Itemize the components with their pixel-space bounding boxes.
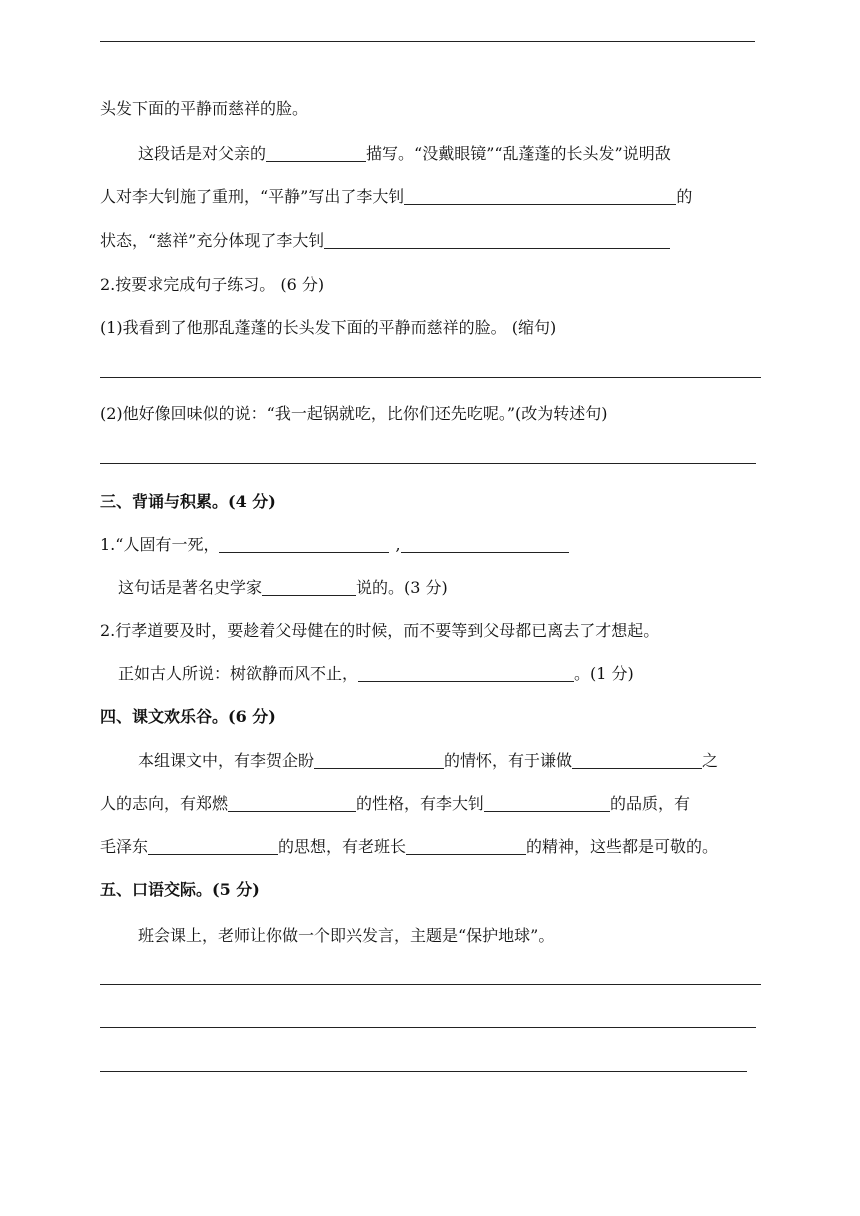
sec3-q2-proverb xyxy=(118,663,634,685)
sec4-line-3 xyxy=(100,836,718,858)
sec4-blank-squad-leader[interactable] xyxy=(406,838,526,855)
sec4-blank-li-dazhao[interactable] xyxy=(484,795,610,812)
q2-title-text: 2.按要求完成句子练习。 (6 分) xyxy=(100,275,325,294)
sec3-q1-blank-1[interactable] xyxy=(219,536,389,553)
q1-text-a: 这段话是对父亲的 xyxy=(138,144,267,163)
sec4-text-3c: 的精神，这些都是可敬的。 xyxy=(526,837,719,856)
sec5-prompt-text: 班会课上，老师让你做一个即兴发言，主题是“保护地球”。 xyxy=(138,926,555,945)
section-4-title-text: 四、课文欢乐谷。(6 分) xyxy=(100,707,276,726)
sec4-blank-mao-zedong[interactable] xyxy=(148,838,278,855)
sec3-q1-historian xyxy=(118,577,448,599)
q2-sub2-text: (2)他好像回味似的说：“我一起锅就吃，比你们还先吃呢。”(改为转述句) xyxy=(100,404,608,423)
section-5-title-text: 五、口语交际。(5 分) xyxy=(100,880,260,899)
q2-sub2 xyxy=(100,403,608,425)
sec5-prompt xyxy=(138,925,554,947)
sec3-q1-blank-historian[interactable] xyxy=(262,579,356,596)
q2-sub1 xyxy=(100,317,556,339)
header-rule xyxy=(100,41,755,42)
sec3-q1 xyxy=(100,534,569,556)
sec4-text-2c: 的品质，有 xyxy=(610,794,691,813)
sec4-line-2 xyxy=(100,793,690,815)
sec4-text-2b: 的性格，有李大钊 xyxy=(356,794,485,813)
q1-text-e: 状态，“慈祥”充分体现了李大钊 xyxy=(100,231,325,250)
sec4-text-2a: 人的志向，有郑燃 xyxy=(100,794,229,813)
speech-answer-line-2[interactable] xyxy=(100,1027,756,1028)
sec3-q1-historian-text: 这句话是著名史学家 xyxy=(118,578,263,597)
sec4-text-3b: 的思想，有老班长 xyxy=(278,837,407,856)
sec3-q2-blank-proverb[interactable] xyxy=(358,665,574,682)
section-5-title xyxy=(100,879,260,901)
sec4-blank-li-he[interactable] xyxy=(314,752,444,769)
q1-text-d: 的 xyxy=(676,187,693,206)
q1-blank-kind[interactable] xyxy=(324,232,670,249)
sec4-text-1c: 之 xyxy=(702,751,719,770)
sec4-blank-yu-qian[interactable] xyxy=(572,752,702,769)
section-3-title xyxy=(100,491,276,513)
q1-line-2 xyxy=(100,186,692,208)
section-4-title xyxy=(100,706,276,728)
speech-answer-line-3[interactable] xyxy=(100,1071,747,1072)
sec3-q2 xyxy=(100,620,659,642)
q1-text-b: 描写。“没戴眼镜”“乱蓬蓬的长头发”说明敌 xyxy=(366,144,671,163)
sec3-q1-blank-2[interactable] xyxy=(401,536,569,553)
passage-ending xyxy=(100,98,308,120)
q1-blank-description[interactable] xyxy=(266,145,366,162)
sec3-q2-proverb-text: 正如古人所说：树欲静而风不止， xyxy=(118,664,359,683)
sec4-text-1a: 本组课文中，有李贺企盼 xyxy=(138,751,315,770)
sec4-text-3a: 毛泽东 xyxy=(100,837,149,856)
passage-ending-text: 头发下面的平静而慈祥的脸。 xyxy=(100,99,309,118)
section-3-title-text: 三、背诵与积累。(4 分) xyxy=(100,492,276,511)
q2-sub2-answer-line[interactable] xyxy=(100,463,756,464)
sec3-q1-historian-tail: 说的。(3 分) xyxy=(356,578,448,597)
sec3-q2-proverb-tail: 。(1 分) xyxy=(574,664,634,683)
sec3-q1-text: 1.“人固有一死， xyxy=(100,535,220,554)
sec4-text-1b: 的情怀，有于谦做 xyxy=(444,751,573,770)
sec3-q1-comma: , xyxy=(395,535,401,554)
sec4-line-1 xyxy=(138,750,718,772)
q1-line-3 xyxy=(100,230,670,252)
speech-answer-line-1[interactable] xyxy=(100,984,761,985)
q1-line-1 xyxy=(138,143,671,165)
q2-title xyxy=(100,274,324,296)
q1-blank-calm[interactable] xyxy=(404,188,676,205)
q1-text-c: 人对李大钊施了重刑，“平静”写出了李大钊 xyxy=(100,187,405,206)
sec4-blank-zheng-xie[interactable] xyxy=(228,795,356,812)
q2-sub1-text: (1)我看到了他那乱蓬蓬的长头发下面的平静而慈祥的脸。 (缩句) xyxy=(100,318,557,337)
q2-sub1-answer-line[interactable] xyxy=(100,377,761,378)
sec3-q2-text: 2.行孝道要及时，要趁着父母健在的时候，而不要等到父母都已离去了才想起。 xyxy=(100,621,660,640)
